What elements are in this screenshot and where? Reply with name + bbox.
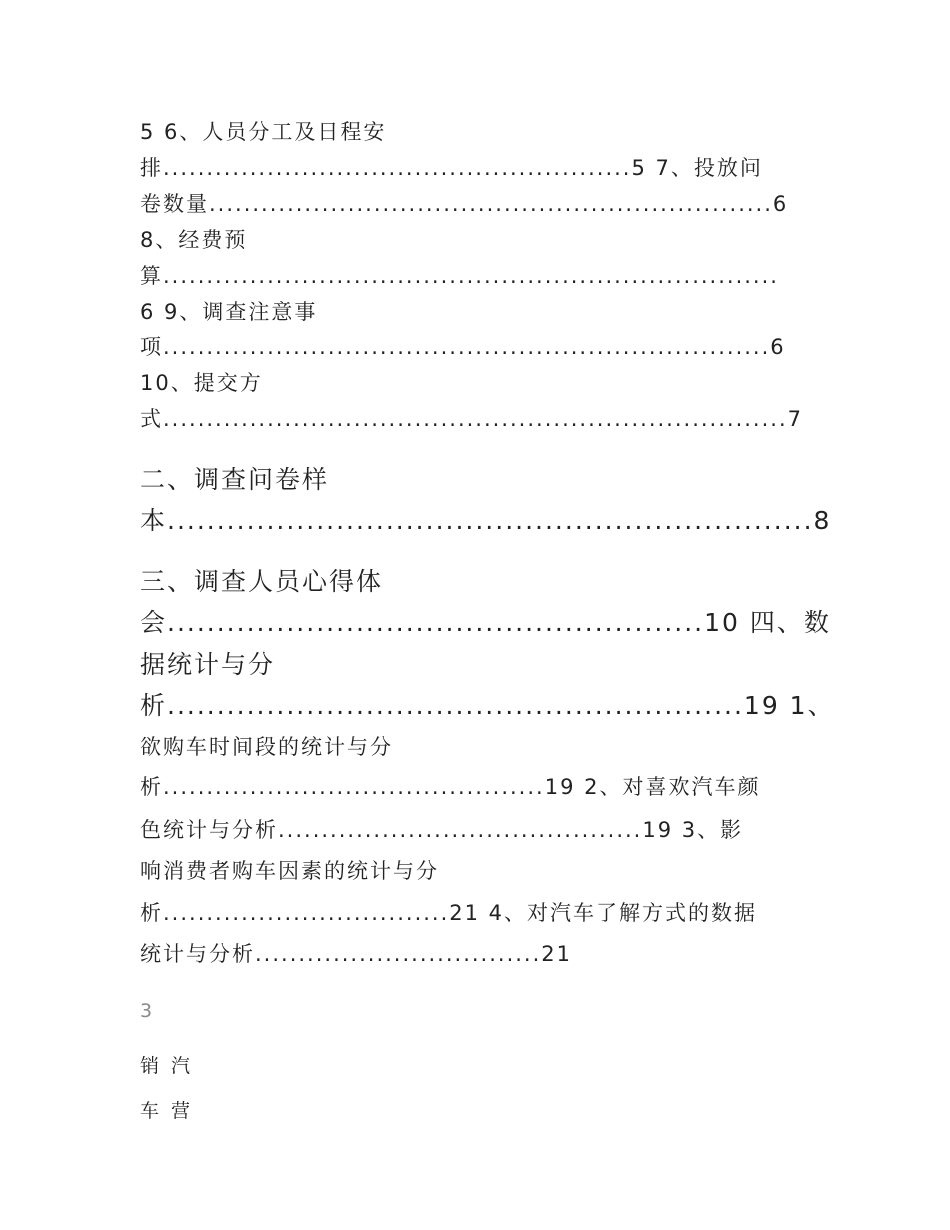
toc-line: 算....................................................................... — [140, 264, 779, 288]
toc-line: 8、经费预 — [140, 228, 248, 252]
toc-line: 欲购车时间段的统计与分 — [140, 735, 393, 759]
footer-text-2: 车 营 — [140, 1100, 194, 1122]
toc-line: 本.................................................................8 — [140, 506, 832, 535]
toc-line: 析..........................................................19 1、 — [140, 691, 835, 720]
toc-line: 项......................................................................6 — [140, 335, 786, 359]
toc-line: 据统计与分 — [140, 650, 276, 679]
toc-line: 统计与分析.................................21 — [140, 942, 573, 966]
toc-line: 响消费者购车因素的统计与分 — [140, 859, 439, 883]
toc-line: 会......................................................10 四、数 — [140, 608, 831, 637]
toc-line: 5 6、人员分工及日程安 — [140, 120, 387, 144]
toc-line: 排......................................................5 7、投放问 — [140, 156, 763, 180]
toc-line: 色统计与分析..........................................19 3、影 — [140, 818, 744, 842]
toc-line: 6 9、调查注意事 — [140, 300, 318, 324]
footer-text-1: 销 汽 — [140, 1055, 194, 1077]
toc-line: 10、提交方 — [140, 371, 263, 395]
toc-line: 式........................................................................7 — [140, 407, 803, 431]
toc-line: 卷数量.................................................................6 — [140, 192, 789, 216]
page-number: 3 — [140, 1000, 153, 1022]
toc-line: 析............................................19 2、对喜欢汽车颜 — [140, 775, 761, 799]
toc-heading: 三、调查人员心得体 — [140, 567, 384, 596]
toc-line: 析.................................21 4、对汽车了解方式的数据 — [140, 901, 758, 925]
toc-heading: 二、调查问卷样 — [140, 465, 330, 494]
